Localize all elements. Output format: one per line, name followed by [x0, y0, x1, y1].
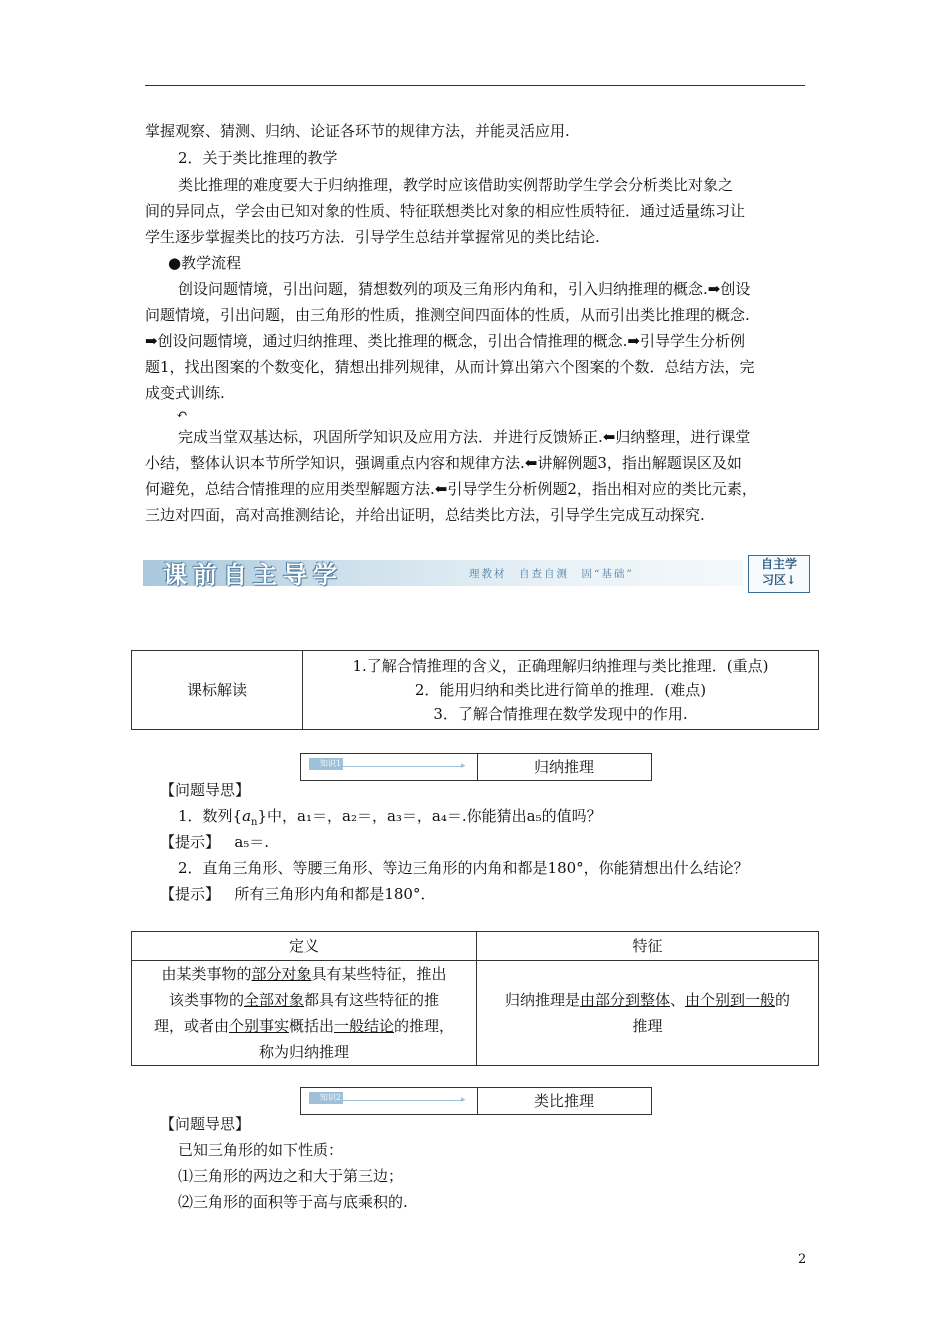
objective-item: 3．了解合情推理在数学发现中的作用. — [433, 705, 688, 723]
turn-arrow-icon: ↶ — [176, 407, 188, 423]
feat-text: 归纳推理是 — [504, 991, 580, 1009]
flow-line — [145, 328, 745, 354]
feat-key: 由个别到一般 — [685, 991, 776, 1009]
flow-text: 何避免，总结合情推理的应用类型解题方法. — [145, 480, 435, 498]
tag-left — [301, 1088, 478, 1114]
paragraph-line: 间的异同点，学会由已知对象的性质、特征联想类比对象的相应性质特征．通过适量练习让 — [145, 202, 746, 220]
property-item: ⑵三角形的面积等于高与底乘积的. — [178, 1193, 408, 1211]
def-text: 都具有这些特征的推 — [304, 991, 440, 1009]
flow-text: 小结，整体认识本节所学知识，强调重点内容和规律方法. — [145, 454, 525, 472]
flow-text: 引导学生分析例 — [639, 332, 745, 350]
objectives-table — [131, 650, 819, 730]
banner-title: 课前自主导学 — [163, 561, 343, 589]
paragraph-line: 学生逐步掌握类比的技巧方法．引导学生总结并掌握常见的类比结论. — [145, 228, 600, 246]
definition-cell — [132, 961, 477, 1066]
left-arrow-icon — [525, 454, 538, 472]
feat-text: 、 — [669, 991, 685, 1009]
tag-line — [343, 766, 463, 767]
flow-line: 题1，找出图案的个数变化，猜想出排列规律，从而计算出第六个图案的个数．总结方法，完 — [145, 358, 755, 376]
section-heading: 2．关于类比推理的教学 — [178, 149, 338, 167]
column-header: 特征 — [477, 932, 819, 961]
feat-text: 的 — [775, 991, 791, 1009]
flow-line: 三边对四面，高对高推测结论，并给出证明，总结类比方法，引导学生完成互动探究. — [145, 506, 705, 524]
q-sub: n — [251, 817, 258, 828]
left-arrow-icon — [435, 480, 448, 498]
q-text: a₁＝，a₂＝，a₃＝，a₄＝.你能猜出a₅的值吗？ — [297, 807, 602, 825]
flow-line — [145, 450, 742, 476]
tag-pill: 知识1 — [309, 758, 343, 770]
column-header: 定义 — [132, 932, 477, 961]
flow-text: 创设问题情境，通过归纳推理、类比推理的概念，引出合情推理的概念. — [157, 332, 628, 350]
property-item: ⑴三角形的两边之和大于第三边； — [178, 1167, 404, 1185]
objectives-label: 课标解读 — [132, 651, 303, 730]
def-text: 理，或者由 — [153, 1017, 229, 1035]
intro-line: 掌握观察、猜测、归纳、论证各环节的规律方法，并能灵活应用. — [145, 122, 570, 140]
def-key: 部分对象 — [251, 965, 312, 983]
def-key: 一般结论 — [334, 1017, 395, 1035]
feature-cell — [477, 961, 819, 1066]
tag-line — [343, 1100, 463, 1101]
header-rule — [145, 85, 805, 86]
def-text: 具有某些特征，推出 — [311, 965, 447, 983]
right-arrow-icon — [145, 332, 158, 350]
feat-text: 推理 — [632, 1017, 663, 1035]
def-text: 该类事物的 — [168, 991, 244, 1009]
flow-line: 问题情境，引出问题，由三角形的性质，推测空间四面体的性质，从而引出类比推理的概念. — [145, 306, 750, 324]
tag-title: 类比推理 — [533, 1092, 594, 1110]
tag-arrow-icon: ▸ — [461, 761, 466, 771]
def-text: 概括出 — [288, 1017, 334, 1035]
down-arrow-icon: ↓ — [785, 573, 797, 587]
hint-label: 【提示】 — [160, 885, 221, 903]
def-text: 由某类事物的 — [161, 965, 252, 983]
def-text: 的推理， — [394, 1017, 455, 1035]
flow-heading: ●教学流程 — [168, 254, 242, 272]
objective-item: 1.了解合情推理的含义，正确理解归纳推理与类比推理．(重点) — [352, 657, 769, 675]
page-number: 2 — [798, 1252, 807, 1267]
hint-line — [160, 829, 269, 855]
knowledge-tag — [300, 1087, 652, 1115]
q-text: 1．数列{ — [178, 807, 243, 825]
paragraph-line: 类比推理的难度要大于归纳推理，教学时应该借助实例帮助学生学会分析类比对象之 — [178, 176, 734, 194]
knowledge-tag — [300, 753, 652, 781]
guide-label: 【问题导思】 — [160, 781, 251, 799]
guide-label: 【问题导思】 — [160, 1115, 251, 1133]
badge-line — [749, 572, 809, 588]
flow-text: 讲解例题3，指出解题误区及如 — [537, 454, 742, 472]
flow-text: 归纳整理，进行课堂 — [615, 428, 751, 446]
hint-text: a₅＝. — [234, 833, 270, 851]
right-arrow-icon — [627, 332, 640, 350]
def-key: 全部对象 — [243, 991, 304, 1009]
feat-key: 由部分到整体 — [579, 991, 670, 1009]
q-var: a — [242, 807, 252, 825]
hint-label: 【提示】 — [160, 833, 221, 851]
flow-text: 引导学生分析例题2，指出相对应的类比元素， — [447, 480, 757, 498]
tag-pill: 知识2 — [309, 1092, 343, 1104]
paragraph-line: 已知三角形的如下性质： — [178, 1141, 344, 1159]
right-arrow-icon — [708, 280, 721, 298]
badge-text: 习区 — [761, 573, 786, 587]
badge-line: 自主学 — [760, 557, 797, 571]
banner-subtitle: 理教材 自查自测 固“基础” — [469, 568, 634, 580]
definition-table — [131, 931, 819, 1066]
flow-text: 创设问题情境，引出问题，猜想数列的项及三角形内角和，引入归纳推理的概念. — [178, 280, 708, 298]
q-text: }中， — [257, 807, 298, 825]
objectives-list — [303, 651, 819, 730]
flow-line — [178, 424, 750, 450]
flow-line — [178, 276, 750, 302]
question-2: 2．直角三角形、等腰三角形、等边三角形的内角和都是180°，你能猜想出什么结论？ — [178, 859, 749, 877]
banner-badge — [748, 555, 810, 593]
def-text: 称为归纳推理 — [258, 1043, 349, 1061]
flow-line: 成变式训练. — [145, 384, 225, 402]
left-arrow-icon — [603, 428, 616, 446]
def-key: 个别事实 — [228, 1017, 289, 1035]
tag-title: 归纳推理 — [533, 758, 594, 776]
flow-text: 完成当堂双基达标，巩固所学知识及应用方法．并进行反馈矫正. — [178, 428, 603, 446]
section-banner — [143, 553, 815, 593]
flow-line — [145, 476, 757, 502]
tag-arrow-icon: ▸ — [461, 1095, 466, 1105]
flow-text: 创设 — [720, 280, 751, 298]
objective-item: 2．能用归纳和类比进行简单的推理．(难点) — [414, 681, 707, 699]
hint-text: 所有三角形内角和都是180°． — [234, 885, 436, 903]
hint-line — [160, 881, 435, 907]
tag-left — [301, 754, 478, 780]
